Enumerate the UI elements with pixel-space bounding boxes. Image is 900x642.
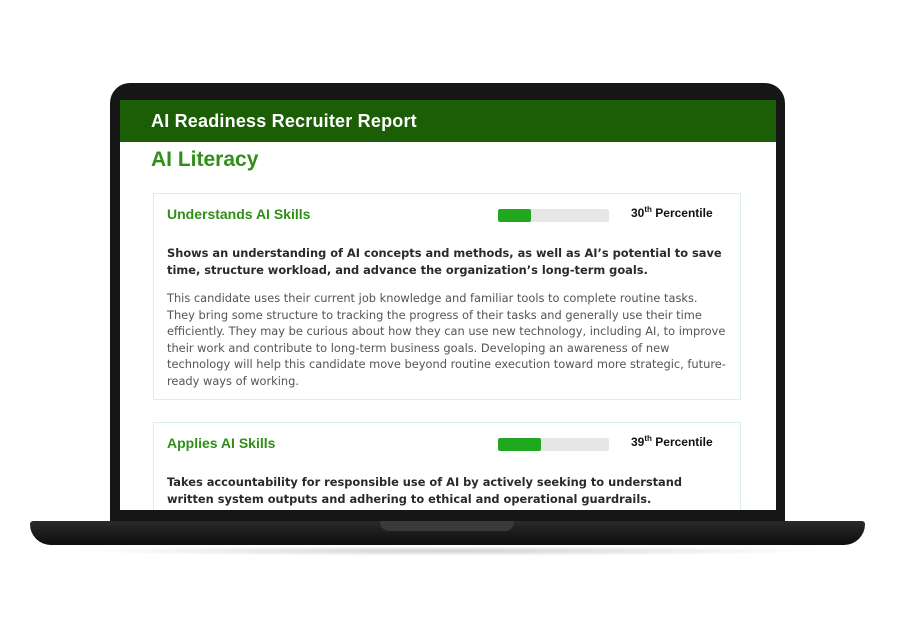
progress-bar-fill	[498, 438, 541, 451]
laptop-hinge-notch	[380, 521, 514, 531]
skill-summary: Shows an understanding of AI concepts and methods, as well as AI’s potential to save time, structure workload, and advance the organization’s long-term goals.	[167, 246, 722, 277]
skill-name: Understands AI Skills	[167, 206, 311, 222]
skill-detail: This candidate uses their current job knowledge and familiar tools to complete routine tasks. They bring some structure to tracking the progress of their tasks and generally use their time efficiently. They may be curious about how they can use new technology, including AI, to improve their work and contribute to long-term business goals. Developing an awareness of new technology will help this candidate move beyond routine execution toward more strategic, future-ready ways of working.	[167, 291, 726, 388]
skill-card-applies-ai	[153, 422, 741, 510]
skill-card-understands-ai	[153, 193, 741, 400]
progress-bar	[498, 438, 609, 451]
laptop-screen	[120, 100, 776, 510]
report-header	[120, 100, 776, 142]
skill-card-header	[167, 194, 727, 236]
skill-summary: Takes accountability for responsible use of AI by actively seeking to understand written system outputs and adhering to ethical and operational guardrails.	[167, 475, 682, 506]
progress-bar	[498, 209, 609, 222]
progress-bar-fill	[498, 209, 531, 222]
skill-card-header	[167, 423, 727, 465]
percentile-label: 39th Percentile	[631, 434, 713, 449]
laptop-shadow	[70, 546, 830, 556]
percentile-label: 30th Percentile	[631, 205, 713, 220]
skill-name: Applies AI Skills	[167, 435, 276, 451]
report-title: AI Readiness Recruiter Report	[151, 110, 417, 131]
section-title: AI Literacy	[151, 148, 259, 171]
